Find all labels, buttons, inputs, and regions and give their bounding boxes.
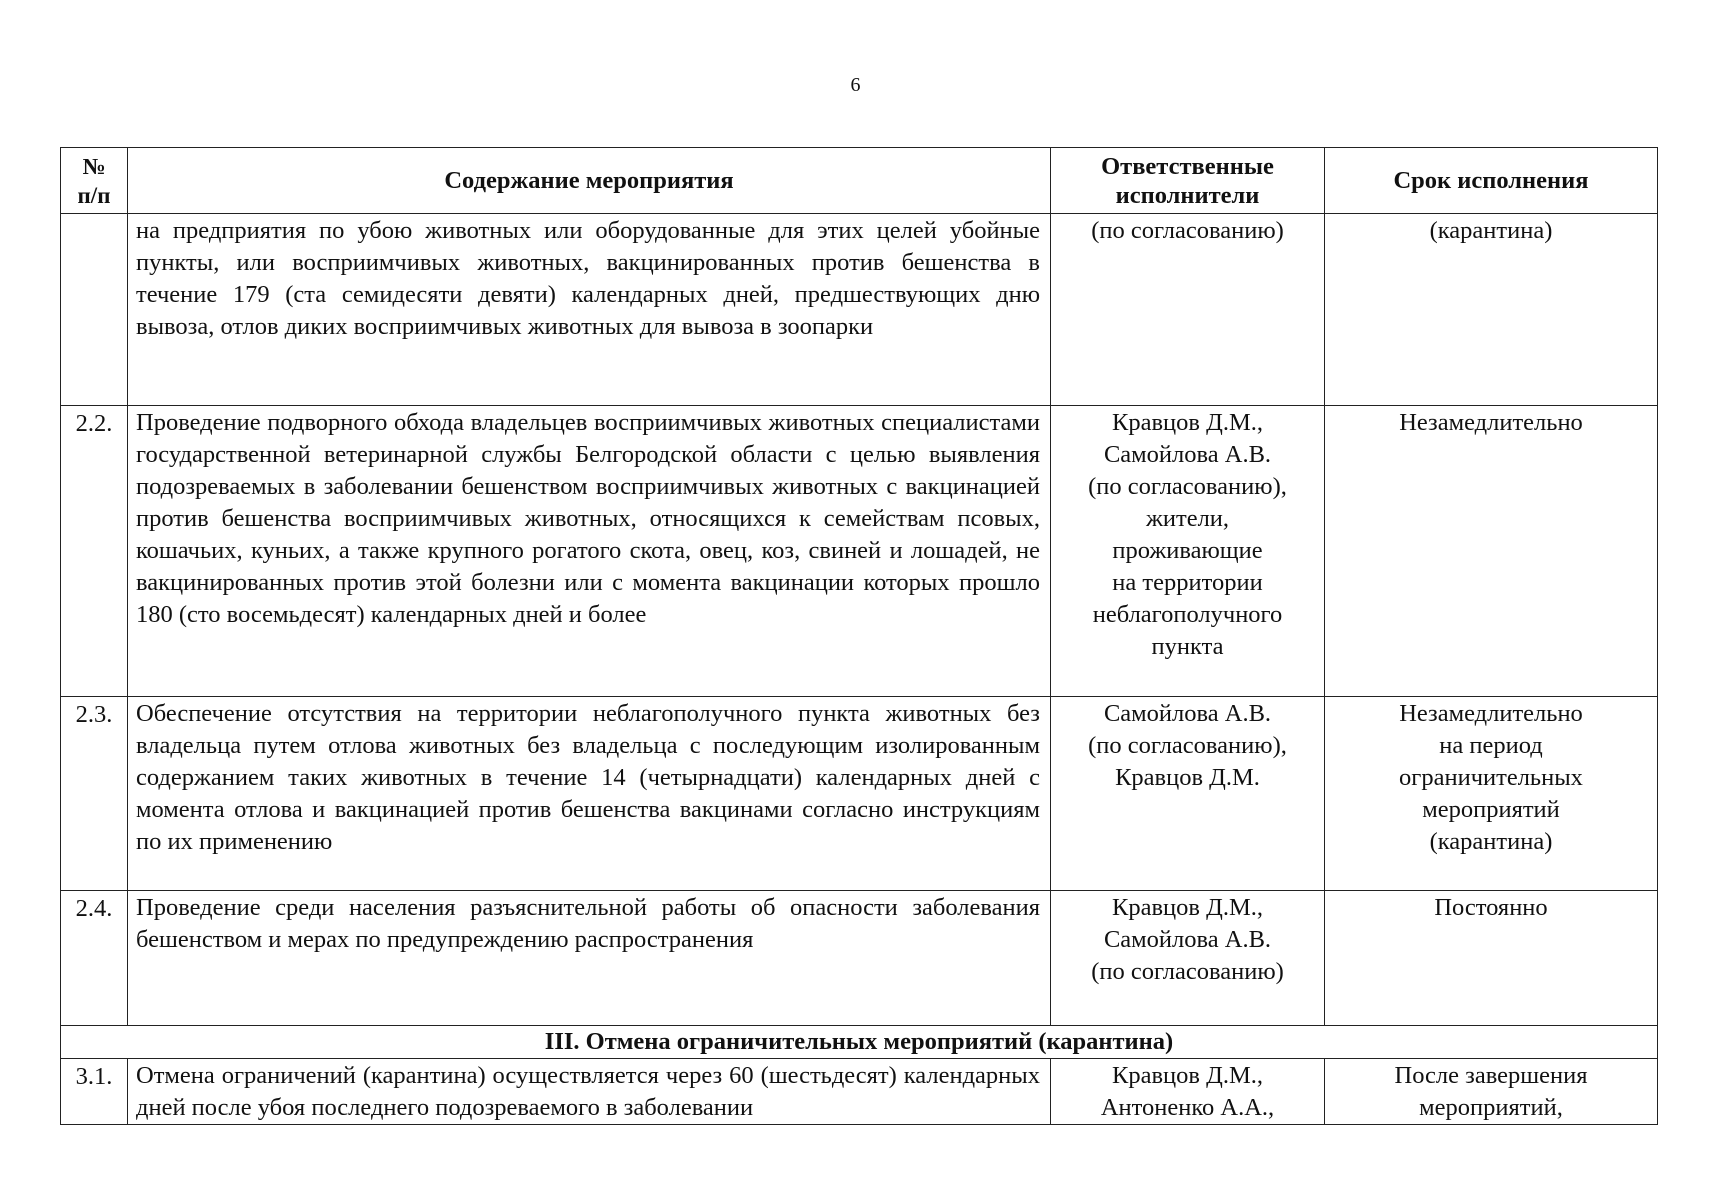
header-responsible: [1051, 148, 1325, 214]
table-row: [61, 214, 1658, 406]
row-term: [1325, 214, 1658, 406]
table-row: [61, 891, 1658, 1026]
responsible-line: проживающие: [1112, 537, 1263, 564]
row-responsible: [1051, 891, 1325, 1026]
row-term: [1325, 1059, 1658, 1125]
section-header-row: [61, 1026, 1658, 1059]
row-content: Проведение подворного обхода владельцев восприимчивых животных специалистами государственной ветеринарной службы Белгородской области с целью выявления подозреваемых в заболевании бешенством восприимчивых животных с вакцинацией против бешенства восприимчивых животных, относящихся к семействам псовых, кошачьих, куньих, а также крупного рогатого скота, овец, коз, свиней и лошадей, не вакцинированных против этой болезни или с момента вакцинации которых прошло 180 (сто восемьдесят) календарных дней и более: [128, 406, 1051, 697]
header-number: [61, 148, 128, 214]
row-responsible: [1051, 697, 1325, 891]
term-line: на период: [1439, 732, 1543, 759]
header-content: Содержание мероприятия: [128, 148, 1051, 214]
responsible-line: (по согласованию): [1091, 958, 1284, 985]
section-title: III. Отмена ограничительных мероприятий (карантина): [61, 1026, 1658, 1059]
responsible-line: Кравцов Д.М.,: [1112, 1062, 1263, 1089]
row-number: 2.3.: [61, 697, 128, 891]
term-line: (карантина): [1429, 217, 1553, 244]
table-row: [61, 406, 1658, 697]
row-content: на предприятия по убою животных или оборудованные для этих целей убойные пункты, или восприимчивых животных, вакцинированных против бешенства в течение 179 (ста семидесяти девяти) календарных дней, предшествующих дню вывоза, отлов диких восприимчивых животных для вывоза в зоопарки: [128, 214, 1051, 406]
row-number: 2.2.: [61, 406, 128, 697]
row-content: Обеспечение отсутствия на территории неблагополучного пункта животных без владельца путем отлова животных без владельца с последующим изолированным содержанием таких животных в течение 14 (четырнадцати) календарных дней с момента отлова и вакцинацией против бешенства вакцинами согласно инструкциям по их применению: [128, 697, 1051, 891]
responsible-line: Самойлова А.В.: [1103, 926, 1272, 953]
responsible-line: на территории: [1112, 569, 1263, 596]
measures-table: [60, 147, 1658, 1125]
table-header-row: [61, 148, 1658, 214]
responsible-line: Антоненко А.А.,: [1100, 1094, 1275, 1121]
term-line: мероприятий,: [1419, 1094, 1563, 1121]
header-number-sign: №: [82, 153, 106, 179]
responsible-line: неблагополучного: [1092, 601, 1283, 628]
term-line: Незамедлительно: [1399, 409, 1583, 436]
row-responsible: [1051, 214, 1325, 406]
row-number: 3.1.: [61, 1059, 128, 1125]
row-content: Отмена ограничений (карантина) осуществляется через 60 (шестьдесят) календарных дней после убоя последнего подозреваемого в заболевании: [128, 1059, 1051, 1125]
responsible-line: Кравцов Д.М.: [1115, 764, 1260, 791]
responsible-line: (по согласованию),: [1088, 473, 1287, 500]
header-responsible-line1: Ответственные: [1101, 152, 1274, 180]
page-number: 6: [850, 74, 861, 96]
row-term: [1325, 406, 1658, 697]
row-responsible: [1051, 1059, 1325, 1125]
responsible-line: жители,: [1145, 505, 1230, 532]
responsible-line: Кравцов Д.М.,: [1112, 894, 1263, 921]
header-number-abbr: п/п: [77, 182, 111, 208]
term-line: (карантина): [1429, 828, 1553, 855]
term-line: ограничительных: [1399, 764, 1583, 791]
term-line: Незамедлительно: [1399, 700, 1583, 727]
term-line: После завершения: [1394, 1062, 1588, 1089]
row-number: [61, 214, 128, 406]
term-line: Постоянно: [1434, 894, 1548, 921]
responsible-line: Кравцов Д.М.,: [1112, 409, 1263, 436]
term-line: мероприятий: [1422, 796, 1560, 823]
row-term: [1325, 697, 1658, 891]
responsible-line: (по согласованию): [1091, 217, 1284, 244]
row-term: [1325, 891, 1658, 1026]
responsible-line: Самойлова А.В.: [1103, 700, 1272, 727]
responsible-line: (по согласованию),: [1088, 732, 1287, 759]
header-responsible-line2: исполнители: [1115, 181, 1260, 209]
responsible-line: Самойлова А.В.: [1103, 441, 1272, 468]
table-row: [61, 697, 1658, 891]
responsible-line: пункта: [1151, 633, 1224, 660]
row-content: Проведение среди населения разъяснительной работы об опасности заболевания бешенством и мерах по предупреждению распространения: [128, 891, 1051, 1026]
row-number: 2.4.: [61, 891, 128, 1026]
header-term: Срок исполнения: [1325, 148, 1658, 214]
table-row: [61, 1059, 1658, 1125]
row-responsible: [1051, 406, 1325, 697]
